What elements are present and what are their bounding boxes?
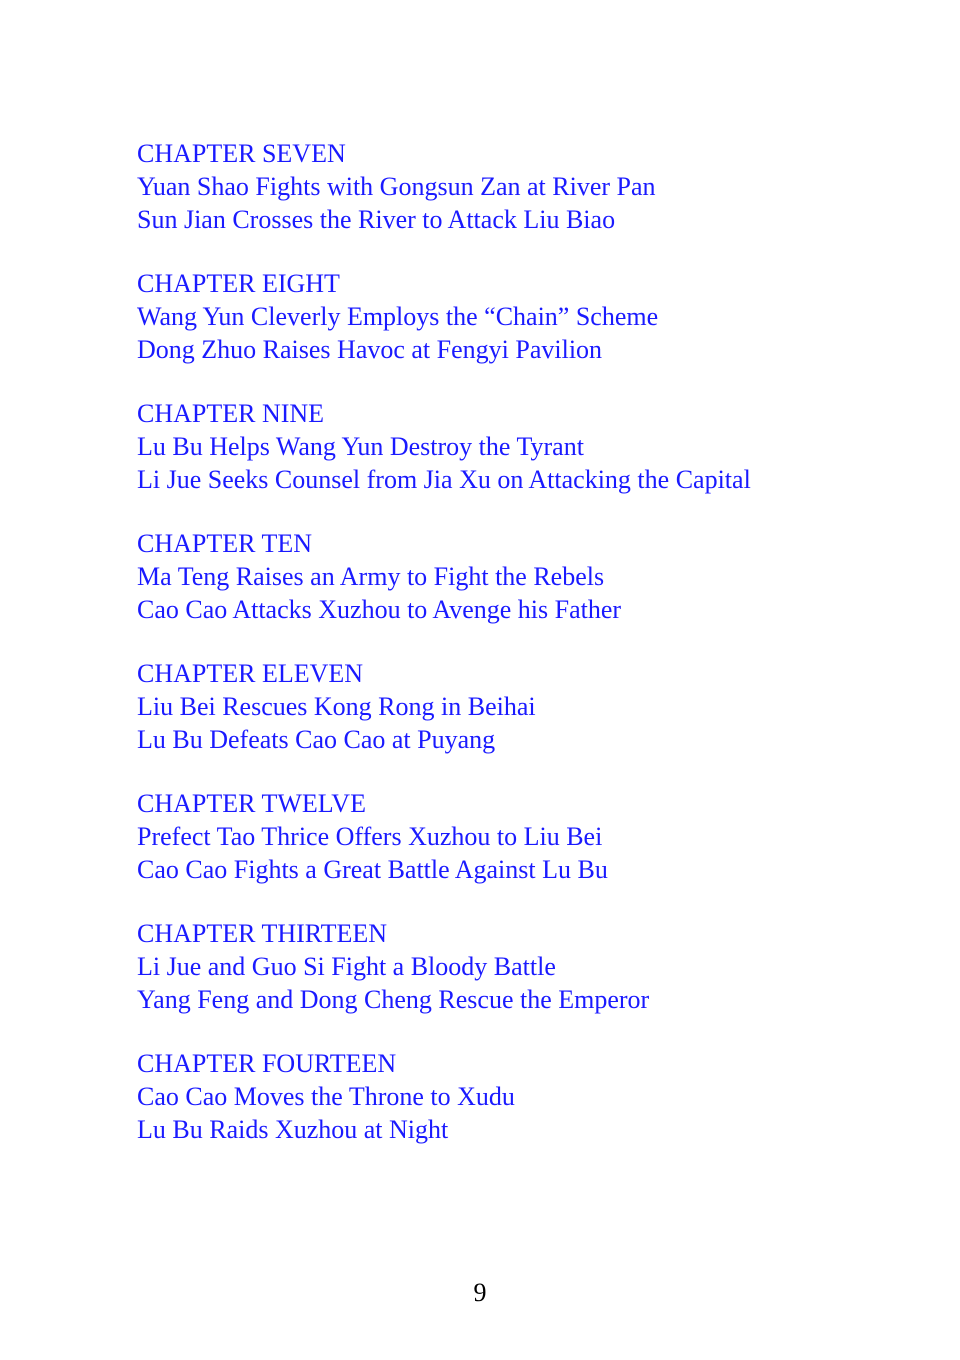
chapter-title-line-2[interactable]: Li Jue Seeks Counsel from Jia Xu on Attacking the Capital [137,465,751,494]
chapter-title-line-2[interactable]: Lu Bu Defeats Cao Cao at Puyang [137,725,496,754]
table-of-contents [137,137,897,1177]
chapter-title-line-2[interactable]: Lu Bu Raids Xuzhou at Night [137,1115,449,1144]
toc-entry-chapter-eight[interactable] [137,267,897,366]
chapter-title-line-2[interactable]: Sun Jian Crosses the River to Attack Liu Biao [137,205,616,234]
chapter-heading[interactable]: CHAPTER TWELVE [137,789,366,818]
chapter-title-line-1[interactable]: Li Jue and Guo Si Fight a Bloody Battle [137,952,556,981]
chapter-title-line-1[interactable]: Liu Bei Rescues Kong Rong in Beihai [137,692,536,721]
chapter-title-line-1[interactable]: Prefect Tao Thrice Offers Xuzhou to Liu Bei [137,822,603,851]
chapter-title-line-2[interactable]: Dong Zhuo Raises Havoc at Fengyi Pavilion [137,335,603,364]
chapter-title-line-1[interactable]: Wang Yun Cleverly Employs the “Chain” Scheme [137,302,659,331]
chapter-heading[interactable]: CHAPTER NINE [137,399,325,428]
toc-entry-chapter-seven[interactable] [137,137,897,236]
chapter-heading[interactable]: CHAPTER SEVEN [137,139,346,168]
chapter-heading[interactable]: CHAPTER TEN [137,529,313,558]
chapter-title-line-2[interactable]: Yang Feng and Dong Cheng Rescue the Emperor [137,985,650,1014]
page-number: 9 [473,1278,487,1307]
toc-entry-chapter-twelve[interactable] [137,787,897,886]
chapter-heading[interactable]: CHAPTER EIGHT [137,269,340,298]
chapter-title-line-2[interactable]: Cao Cao Attacks Xuzhou to Avenge his Father [137,595,622,624]
toc-entry-chapter-thirteen[interactable] [137,917,897,1016]
chapter-title-line-1[interactable]: Lu Bu Helps Wang Yun Destroy the Tyrant [137,432,584,461]
chapter-title-line-1[interactable]: Cao Cao Moves the Throne to Xudu [137,1082,515,1111]
chapter-title-line-1[interactable]: Ma Teng Raises an Army to Fight the Rebels [137,562,605,591]
toc-entry-chapter-eleven[interactable] [137,657,897,756]
toc-entry-chapter-nine[interactable] [137,397,897,496]
toc-entry-chapter-ten[interactable] [137,527,897,626]
toc-entry-chapter-fourteen[interactable] [137,1047,897,1146]
chapter-heading[interactable]: CHAPTER ELEVEN [137,659,364,688]
chapter-title-line-2[interactable]: Cao Cao Fights a Great Battle Against Lu Bu [137,855,608,884]
chapter-heading[interactable]: CHAPTER FOURTEEN [137,1049,397,1078]
chapter-title-line-1[interactable]: Yuan Shao Fights with Gongsun Zan at River Pan [137,172,656,201]
chapter-heading[interactable]: CHAPTER THIRTEEN [137,919,388,948]
